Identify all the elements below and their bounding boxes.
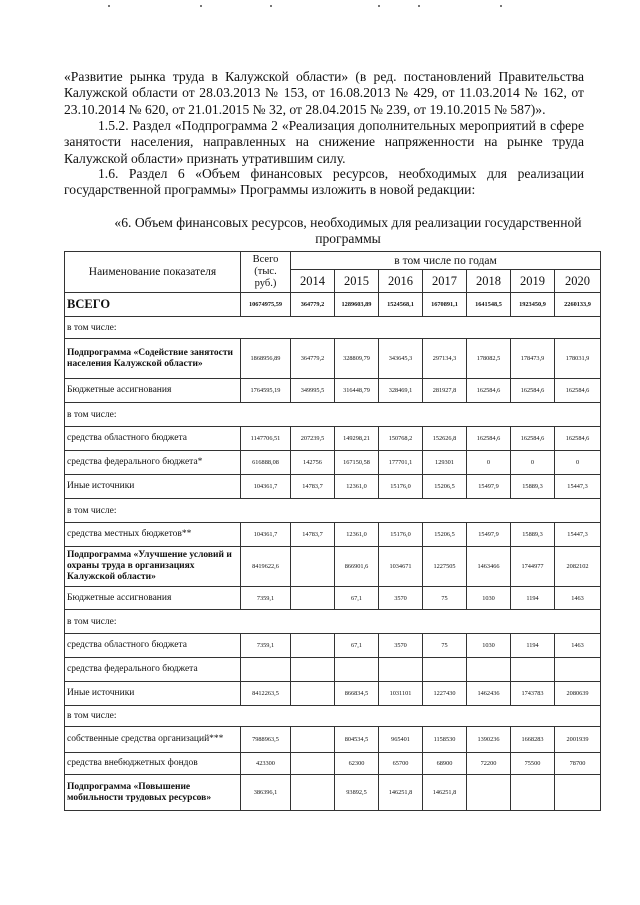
header-year: 2015: [335, 270, 379, 293]
table-body: [65, 293, 601, 811]
year-value-cell: 1227430: [423, 682, 467, 706]
year-value-cell: 1289603,89: [335, 293, 379, 317]
year-value-cell: 0: [511, 451, 555, 475]
table-caption: «6. Объем финансовых ресурсов, необходимых для реализации государственной программы: [114, 215, 582, 247]
indicator-name-cell: в том числе:: [65, 499, 601, 523]
year-value-cell: 15447,3: [555, 523, 601, 547]
year-value-cell: 281927,8: [423, 379, 467, 403]
table-row: [65, 727, 601, 753]
year-value-cell: [291, 587, 335, 610]
paragraph-1-5-2: 1.5.2. Раздел «Подпрограмма 2 «Реализация дополнительных мероприятий в сфере занятости населения, направленных на снижение напряженности на рынке труда Калужской области» признать утратившим силу.: [64, 118, 584, 166]
year-value-cell: 1668283: [511, 727, 555, 753]
total-cell: 104361,7: [241, 475, 291, 499]
header-year: 2017: [423, 270, 467, 293]
year-value-cell: [555, 775, 601, 811]
scan-dot: [108, 5, 110, 7]
year-value-cell: 14783,7: [291, 523, 335, 547]
year-value-cell: 1390236: [467, 727, 511, 753]
table-row: [65, 775, 601, 811]
year-value-cell: 297134,3: [423, 339, 467, 379]
year-value-cell: 162584,6: [555, 379, 601, 403]
year-value-cell: 2001939: [555, 727, 601, 753]
year-value-cell: [335, 658, 379, 682]
header-year: 2014: [291, 270, 335, 293]
year-value-cell: [555, 658, 601, 682]
header-total: Всего (тыс. руб.): [241, 252, 291, 293]
table-row: [65, 658, 601, 682]
header-years-group: в том числе по годам: [291, 252, 601, 270]
paragraph-1-6: 1.6. Раздел 6 «Объем финансовых ресурсов, необходимых для реализации государственной программы» Программы изложить в новой редакции:: [64, 166, 584, 198]
year-value-cell: 866834,5: [335, 682, 379, 706]
total-cell: 7988963,5: [241, 727, 291, 753]
year-value-cell: 3570: [379, 634, 423, 658]
table-row: [65, 339, 601, 379]
total-cell: 1764595,19: [241, 379, 291, 403]
year-value-cell: 162584,6: [511, 379, 555, 403]
indicator-name-cell: Бюджетные ассигнования: [65, 587, 241, 610]
year-value-cell: 316448,79: [335, 379, 379, 403]
header-year: 2018: [467, 270, 511, 293]
scan-dot: [500, 5, 502, 7]
indicator-name-cell: средства федерального бюджета: [65, 658, 241, 682]
table-row: [65, 451, 601, 475]
indicator-name-cell: в том числе:: [65, 317, 601, 339]
indicator-name-cell: Подпрограмма «Содействие занятости населения Калужской области»: [65, 339, 241, 379]
year-value-cell: 15497,9: [467, 523, 511, 547]
indicator-name-cell: Подпрограмма «Улучшение условий и охраны труда в организациях Калужской области»: [65, 547, 241, 587]
year-value-cell: 804534,5: [335, 727, 379, 753]
indicator-name-cell: ВСЕГО: [65, 293, 241, 317]
indicator-name-cell: в том числе:: [65, 706, 601, 727]
year-value-cell: [511, 775, 555, 811]
total-cell: 1147706,51: [241, 427, 291, 451]
year-value-cell: 1463466: [467, 547, 511, 587]
year-value-cell: 167150,58: [335, 451, 379, 475]
indicator-name-cell: Иные источники: [65, 475, 241, 499]
year-value-cell: 2260133,9: [555, 293, 601, 317]
year-value-cell: 142756: [291, 451, 335, 475]
year-value-cell: 328469,1: [379, 379, 423, 403]
indicator-name-cell: средства федерального бюджета*: [65, 451, 241, 475]
year-value-cell: 15206,5: [423, 523, 467, 547]
year-value-cell: 177701,1: [379, 451, 423, 475]
year-value-cell: 364779,2: [291, 339, 335, 379]
year-value-cell: [291, 682, 335, 706]
indicator-name-cell: средства областного бюджета: [65, 427, 241, 451]
year-value-cell: 1524568,1: [379, 293, 423, 317]
year-value-cell: 15889,3: [511, 523, 555, 547]
total-cell: 7359,1: [241, 634, 291, 658]
year-value-cell: 1923450,9: [511, 293, 555, 317]
indicator-name-cell: в том числе:: [65, 610, 601, 634]
year-value-cell: 62300: [335, 753, 379, 775]
financial-resources-table: [64, 251, 601, 811]
year-value-cell: [423, 658, 467, 682]
year-value-cell: 1194: [511, 587, 555, 610]
table-row: [65, 523, 601, 547]
year-value-cell: 1463: [555, 587, 601, 610]
total-cell: 104361,7: [241, 523, 291, 547]
year-value-cell: 178082,5: [467, 339, 511, 379]
total-cell: 7359,1: [241, 587, 291, 610]
header-indicator-name: Наименование показателя: [65, 252, 241, 293]
year-value-cell: 2082102: [555, 547, 601, 587]
year-value-cell: 15889,3: [511, 475, 555, 499]
indicator-name-cell: средства внебюджетных фондов: [65, 753, 241, 775]
year-value-cell: 1031101: [379, 682, 423, 706]
table-row: [65, 427, 601, 451]
year-value-cell: 14783,7: [291, 475, 335, 499]
total-cell: 10674975,59: [241, 293, 291, 317]
year-value-cell: [291, 634, 335, 658]
year-value-cell: 328809,79: [335, 339, 379, 379]
year-value-cell: 1462436: [467, 682, 511, 706]
table-row: [65, 682, 601, 706]
year-value-cell: [291, 727, 335, 753]
scan-dot: [200, 5, 202, 7]
year-value-cell: 0: [467, 451, 511, 475]
indicator-name-cell: в том числе:: [65, 403, 601, 427]
year-value-cell: 67,1: [335, 587, 379, 610]
year-value-cell: [291, 753, 335, 775]
year-value-cell: 68900: [423, 753, 467, 775]
table-row: [65, 587, 601, 610]
year-value-cell: 1030: [467, 587, 511, 610]
total-cell: 8412263,5: [241, 682, 291, 706]
year-value-cell: 75: [423, 634, 467, 658]
year-value-cell: 149298,21: [335, 427, 379, 451]
year-value-cell: 866901,6: [335, 547, 379, 587]
year-value-cell: [291, 775, 335, 811]
year-value-cell: 75: [423, 587, 467, 610]
year-value-cell: 1227505: [423, 547, 467, 587]
year-value-cell: 349995,5: [291, 379, 335, 403]
year-value-cell: 78700: [555, 753, 601, 775]
year-value-cell: 3570: [379, 587, 423, 610]
table-row: [65, 610, 601, 634]
year-value-cell: [511, 658, 555, 682]
year-value-cell: [291, 547, 335, 587]
table-row: [65, 293, 601, 317]
scan-dot: [418, 5, 420, 7]
year-value-cell: 1030: [467, 634, 511, 658]
year-value-cell: 152626,8: [423, 427, 467, 451]
year-value-cell: 150768,2: [379, 427, 423, 451]
indicator-name-cell: собственные средства организаций***: [65, 727, 241, 753]
year-value-cell: 1194: [511, 634, 555, 658]
year-value-cell: 15206,5: [423, 475, 467, 499]
year-value-cell: 0: [555, 451, 601, 475]
year-value-cell: 12361,0: [335, 523, 379, 547]
year-value-cell: [379, 658, 423, 682]
year-value-cell: 162584,6: [467, 427, 511, 451]
scan-dot: [378, 5, 380, 7]
year-value-cell: 1641548,5: [467, 293, 511, 317]
year-value-cell: 207239,5: [291, 427, 335, 451]
table-row: [65, 706, 601, 727]
year-value-cell: 162584,6: [555, 427, 601, 451]
table-row: [65, 475, 601, 499]
year-value-cell: 1670891,1: [423, 293, 467, 317]
year-value-cell: 1463: [555, 634, 601, 658]
indicator-name-cell: Иные источники: [65, 682, 241, 706]
year-value-cell: 93892,5: [335, 775, 379, 811]
total-cell: [241, 658, 291, 682]
total-cell: 616888,08: [241, 451, 291, 475]
table-row: [65, 634, 601, 658]
table-row: [65, 403, 601, 427]
year-value-cell: 178473,9: [511, 339, 555, 379]
year-value-cell: 72200: [467, 753, 511, 775]
indicator-name-cell: средства областного бюджета: [65, 634, 241, 658]
year-value-cell: 15447,3: [555, 475, 601, 499]
year-value-cell: 1743783: [511, 682, 555, 706]
table-row: [65, 317, 601, 339]
year-value-cell: 15176,0: [379, 475, 423, 499]
year-value-cell: 2080639: [555, 682, 601, 706]
year-value-cell: 178031,9: [555, 339, 601, 379]
header-year: 2016: [379, 270, 423, 293]
year-value-cell: 364779,2: [291, 293, 335, 317]
year-value-cell: 12361,0: [335, 475, 379, 499]
year-value-cell: 15497,9: [467, 475, 511, 499]
paragraph-program-title: «Развитие рынка труда в Калужской области» (в ред. постановлений Правительства Калужской области от 28.03.2013 № 153, от 16.08.2013 № 429, от 11.03.2014 № 162, от 23.10.2014 № 620, от 21.01.2015 № 32, от 28.04.2015 № 239, от 19.10.2015 № 587)».: [64, 69, 584, 117]
total-cell: 423300: [241, 753, 291, 775]
table-row: [65, 753, 601, 775]
year-value-cell: 15176,0: [379, 523, 423, 547]
year-value-cell: 65700: [379, 753, 423, 775]
year-value-cell: 162584,6: [467, 379, 511, 403]
table-row: [65, 547, 601, 587]
year-value-cell: 965401: [379, 727, 423, 753]
total-cell: 386396,1: [241, 775, 291, 811]
total-cell: 1868956,89: [241, 339, 291, 379]
year-value-cell: 1158530: [423, 727, 467, 753]
year-value-cell: 146251,8: [423, 775, 467, 811]
year-value-cell: 67,1: [335, 634, 379, 658]
indicator-name-cell: средства местных бюджетов**: [65, 523, 241, 547]
year-value-cell: 1744977: [511, 547, 555, 587]
header-year: 2020: [555, 270, 601, 293]
table-row: [65, 379, 601, 403]
header-year: 2019: [511, 270, 555, 293]
year-value-cell: 343645,3: [379, 339, 423, 379]
year-value-cell: 146251,8: [379, 775, 423, 811]
scan-dot: [270, 5, 272, 7]
year-value-cell: [291, 658, 335, 682]
indicator-name-cell: Подпрограмма «Повышение мобильности трудовых ресурсов»: [65, 775, 241, 811]
year-value-cell: 129301: [423, 451, 467, 475]
year-value-cell: 1034671: [379, 547, 423, 587]
total-cell: 8419622,6: [241, 547, 291, 587]
year-value-cell: [467, 775, 511, 811]
indicator-name-cell: Бюджетные ассигнования: [65, 379, 241, 403]
year-value-cell: 162584,6: [511, 427, 555, 451]
table-row: [65, 499, 601, 523]
year-value-cell: 75500: [511, 753, 555, 775]
year-value-cell: [467, 658, 511, 682]
